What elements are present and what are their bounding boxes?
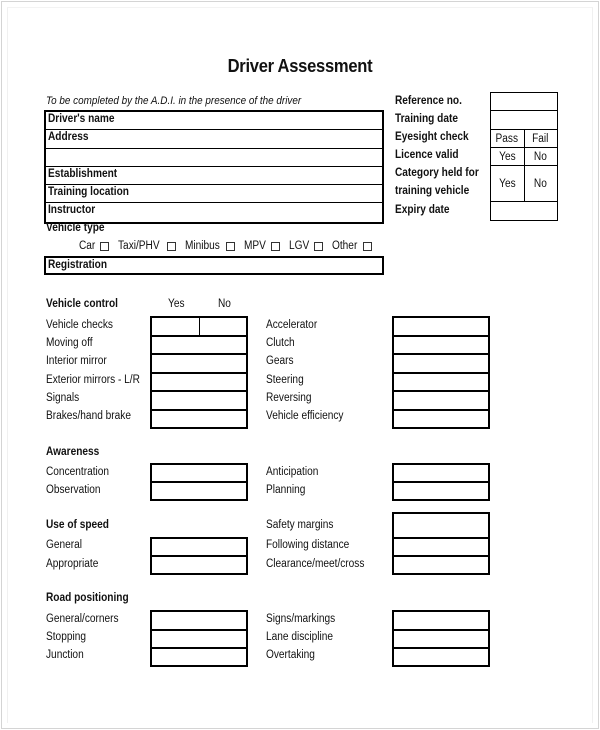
observation-cell[interactable] (152, 483, 246, 499)
field-label: Address (48, 131, 89, 144)
vehicle-type-lgv[interactable] (289, 240, 323, 252)
no-checkbox[interactable] (199, 318, 247, 335)
category-no-option[interactable]: No (524, 166, 558, 201)
lane-discipline-cell[interactable] (394, 631, 488, 649)
instructor-field[interactable] (46, 203, 382, 221)
field-label: Driver's name (48, 113, 115, 125)
item-label: Observation (46, 484, 101, 496)
steering-cell[interactable] (394, 374, 488, 393)
item-label: Steering (266, 374, 304, 386)
item-label: Exterior mirrors - L/R (46, 374, 140, 386)
interior-mirror-cell[interactable] (152, 355, 246, 374)
training-date-label: Training date (395, 113, 458, 125)
planning-cell[interactable] (394, 483, 488, 499)
option-label: Other (332, 240, 358, 252)
item-label: Clutch (266, 337, 295, 349)
vehicle-type-car[interactable] (79, 240, 109, 252)
field-label: Establishment (48, 167, 118, 180)
licence-no-option[interactable]: No (524, 148, 558, 165)
category-yes-option[interactable]: Yes (498, 177, 516, 190)
item-label: Accelerator (266, 319, 318, 331)
option-label: Car (79, 240, 96, 252)
option-label: MPV (244, 240, 267, 252)
eyesight-check-label: Eyesight check (395, 131, 469, 143)
vehicle-type-options (79, 240, 381, 252)
item-label: Brakes/hand brake (46, 410, 131, 422)
item-label: Vehicle efficiency (266, 410, 344, 422)
licence-valid-row (491, 148, 557, 166)
item-label: Vehicle checks (46, 319, 113, 331)
general-speed-cell[interactable] (152, 539, 246, 557)
item-label: Appropriate (46, 558, 99, 570)
vehicle-type-other[interactable] (332, 240, 372, 252)
moving-off-cell[interactable] (152, 337, 246, 356)
address-line-2-field[interactable] (46, 149, 382, 167)
no-column-header: No (218, 298, 231, 310)
reference-no-field[interactable] (491, 93, 557, 111)
junction-cell[interactable] (152, 649, 246, 665)
vehicle-type-mpv[interactable] (244, 240, 280, 252)
vehicle-type-taxi-phv[interactable] (118, 240, 176, 252)
item-label: Following distance (266, 539, 350, 551)
drivers-name-field[interactable] (46, 112, 382, 130)
item-label: Signals (46, 392, 80, 404)
page-title: Driver Assessment (227, 56, 373, 76)
eyesight-pass-option[interactable]: Pass (495, 132, 519, 145)
item-label: Interior mirror (46, 355, 107, 367)
clearance-cell[interactable] (394, 557, 488, 573)
appropriate-speed-cell[interactable] (152, 557, 246, 573)
safety-margins-cell[interactable] (394, 514, 488, 539)
item-label: Planning (266, 484, 306, 496)
concentration-cell[interactable] (152, 465, 246, 483)
use-of-speed-left-box (150, 537, 248, 575)
vehicle-type-label: Vehicle type (46, 222, 105, 234)
checkbox-icon[interactable] (100, 242, 109, 251)
eyesight-fail-option[interactable]: Fail (524, 130, 558, 147)
option-label: Taxi/PHV (117, 240, 160, 252)
vehicle-type-minibus[interactable] (185, 240, 236, 252)
awareness-left-box (150, 463, 248, 501)
item-label: Stopping (46, 631, 86, 643)
checkbox-icon[interactable] (314, 242, 323, 251)
awareness-heading: Awareness (46, 446, 100, 458)
expiry-date-label: Expiry date (395, 204, 450, 216)
item-label: Junction (46, 649, 84, 661)
item-label: Clearance/meet/cross (266, 558, 365, 570)
vehicle-control-right-box (392, 316, 490, 429)
expiry-date-field[interactable] (491, 202, 557, 220)
reference-no-label: Reference no. (395, 95, 462, 107)
use-of-speed-right-box (392, 512, 490, 575)
field-label: Training location (48, 186, 129, 199)
item-label: Lane discipline (266, 631, 333, 643)
vehicle-control-heading: Vehicle control (46, 298, 118, 310)
option-label: Minibus (184, 240, 220, 252)
item-label: Moving off (46, 337, 93, 349)
item-label: Reversing (266, 392, 312, 404)
item-label: Gears (266, 355, 294, 367)
category-held-label: Category held for (395, 167, 479, 179)
training-location-field[interactable] (46, 185, 382, 203)
stopping-cell[interactable] (152, 631, 246, 649)
licence-valid-label: Licence valid (395, 149, 459, 161)
item-label: Anticipation (266, 466, 319, 478)
establishment-field[interactable] (46, 167, 382, 185)
registration-field[interactable] (44, 256, 384, 275)
yes-column-header: Yes (168, 298, 185, 310)
accelerator-cell[interactable] (394, 318, 488, 337)
item-label: Concentration (46, 466, 110, 478)
signs-markings-cell[interactable] (394, 612, 488, 631)
training-date-field[interactable] (491, 111, 557, 130)
clutch-cell[interactable] (394, 337, 488, 356)
overtaking-cell[interactable] (394, 649, 488, 665)
item-label: Signs/markings (266, 613, 336, 625)
checkbox-icon[interactable] (226, 242, 235, 251)
option-label: LGV (289, 240, 310, 252)
road-positioning-right-box (392, 610, 490, 667)
item-label: Overtaking (266, 649, 315, 661)
road-positioning-left-box (150, 610, 248, 667)
checkbox-icon[interactable] (167, 242, 176, 251)
anticipation-cell[interactable] (394, 465, 488, 483)
right-info-grid (490, 92, 558, 221)
category-held-row (491, 166, 557, 202)
eyesight-check-row (491, 130, 557, 148)
following-distance-cell[interactable] (394, 539, 488, 557)
use-of-speed-heading: Use of speed (46, 519, 109, 531)
field-label: Registration (48, 259, 108, 271)
intro-instruction: To be completed by the A.D.I. in the presence of the driver (46, 95, 302, 107)
signals-cell[interactable] (152, 392, 246, 411)
item-label: General/corners (46, 613, 119, 625)
yes-checkbox[interactable] (152, 318, 199, 335)
general-corners-cell[interactable] (152, 612, 246, 631)
licence-yes-option[interactable]: Yes (498, 150, 516, 163)
vehicle-efficiency-cell[interactable] (394, 411, 488, 427)
vehicle-control-left-box (150, 316, 248, 429)
address-field[interactable] (46, 130, 382, 148)
field-label: Instructor (48, 204, 96, 217)
road-positioning-heading: Road positioning (46, 592, 129, 604)
checkbox-icon[interactable] (363, 242, 372, 251)
gears-cell[interactable] (394, 355, 488, 374)
brakes-cell[interactable] (152, 411, 246, 427)
item-label: General (46, 539, 83, 551)
exterior-mirrors-cell[interactable] (152, 374, 246, 393)
reversing-cell[interactable] (394, 392, 488, 411)
driver-info-form (44, 110, 384, 224)
awareness-right-box (392, 463, 490, 501)
vehicle-checks-cell (152, 318, 246, 337)
training-vehicle-label: training vehicle (395, 185, 470, 197)
item-label: Safety margins (266, 519, 334, 531)
checkbox-icon[interactable] (271, 242, 280, 251)
